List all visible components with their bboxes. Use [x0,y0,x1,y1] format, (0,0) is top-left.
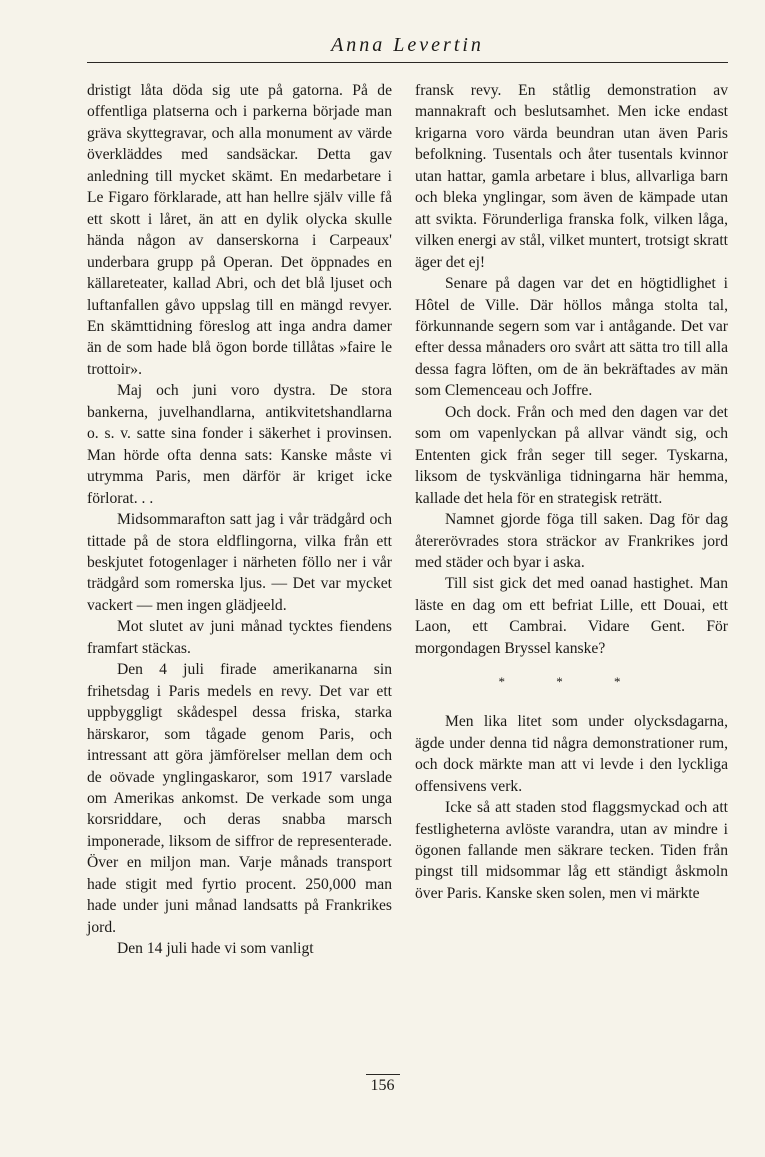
paragraph: Till sist gick det med oanad hastighet. Man läste en dag om ett befriat Lille, ett Douai, ett Laon, ett Cambrai. Vidare Gent. För morgondagen Bryssel kanske? [415,575,728,657]
paragraph: Den 14 juli hade vi som vanligt [117,940,314,958]
paragraph: Icke så att staden stod flaggsmyckad och att festligheterna avlöste varandra, utan av mindre i ögonen fallande men säkrare tecken. Tiden från pingst till midsommar låg ett ständigt åskmoln över Paris. Kanske sken solen, men vi märkte [415,799,728,902]
page-footer [0,1074,765,1095]
paragraph: Senare på dagen var det en högtidlighet i Hôtel de Ville. Där höllos många stolta tal, förkunnande segern som var i antågande. Det var efter dessa månaders oro svårt att sätta tro till alla dessa fagra löften, om de än bekräftades av män som Clemenceau och Joffre. [415,275,728,400]
paragraph: dristigt låta döda sig ute på gatorna. På de offentliga platserna och i parkerna började man gräva skyttegravar, och alla monument av värde överkläddes med sandsäckar. Detta gav anledning till mycket skämt. En medarbetare i Le Figaro förklarade, att han hellre själv ville få ett skott i låret, än att en dylik olycka skulle hända någon av danserskorna i Carpeaux' underbara grupp på Operan. Det öppnades en källareteater, kallad Abri, och det blå ljuset och luftanfallen gåvo uppslag till en mängd revyer. En skämttidning föreslog att inga andra damer än de som hade blå ögon borde tillåtas »faire le trottoir». [87,82,392,378]
header-rule [87,62,728,63]
running-title: Anna Levertin [331,34,484,56]
section-break-asterisks: * * * [498,674,645,690]
paragraph: fransk revy. En ståtlig demonstration av mannakraft och beslutsamhet. Men icke endast krigarna voro värda beundran utan även Paris befolkning. Tusentals och åter tusentals kvinnor utan hattar, gamla arbetare i blus, allvarliga barn och bleka ynglingar, som även de kämpade utan att svikta. Förunderliga franska folk, vilken låga, vilken energi av stål, vilket muntert, trotsigt skratt äger det ej! [415,82,728,271]
section-break [415,659,728,711]
paragraph: Men lika litet som under olycksdagarna, ägde under denna tid några demonstrationer rum, och dock märkte man att vi levde i den lyckliga offensivens verk. [415,713,728,795]
paragraph: Midsommarafton satt jag i vår trädgård och tittade på de stora eldflingorna, vilka från ett beskjutet fotogenlager i närheten föllo ner i vår trädgård som romerska ljus. — Det var mycket vackert — men ingen glädjeeld. [87,511,392,614]
left-column [87,80,392,960]
paragraph: Den 4 juli firade amerikanarna sin frihetsdag i Paris medels en revy. Det var ett uppbyggligt skådespel dessa friska, starka härskaror, som tågade genom Paris, och intressant att göra jämförelser mellan dem och de oövade ynglingaskaror, som 1917 varslade om Amerikas ankomst. De verkade som unga korsriddare, och deras snabba marsch imponerade, liksom de siffror de representerade. Över en miljon man. Varje månads transport hade stigit med fyrtio procent. 250,000 man hade under juni månad landsatts på Frankrikes jord. [87,661,392,936]
paragraph: Namnet gjorde föga till saken. Dag för dag återerövrades stora sträckor av Frankrikes jord med städer och byar i aska. [415,511,728,571]
paragraph: Mot slutet av juni månad tycktes fiendens framfart stäckas. [87,618,392,657]
paragraph: Och dock. Från och med den dagen var det som om vapenlyckan på allvar vändt sig, och Ententen gick från seger till seger. Tyskarna, liksom de tyskvänliga tidningarna här hemma, kallade det hela för en strategisk reträtt. [415,403,728,507]
page-number: 156 [370,1077,395,1094]
right-column [415,80,728,904]
running-header [87,34,728,60]
paragraph: Maj och juni voro dystra. De stora bankerna, juvelhandlarna, antikvitetshandlarna o. s. v. satte sina fonder i säkerhet i provinsen. Man hörde ofta denna sats: Kanske måste vi utrymma Paris, men därför är kriget icke förlorat. . . [87,382,392,507]
folio-rule [366,1074,400,1075]
